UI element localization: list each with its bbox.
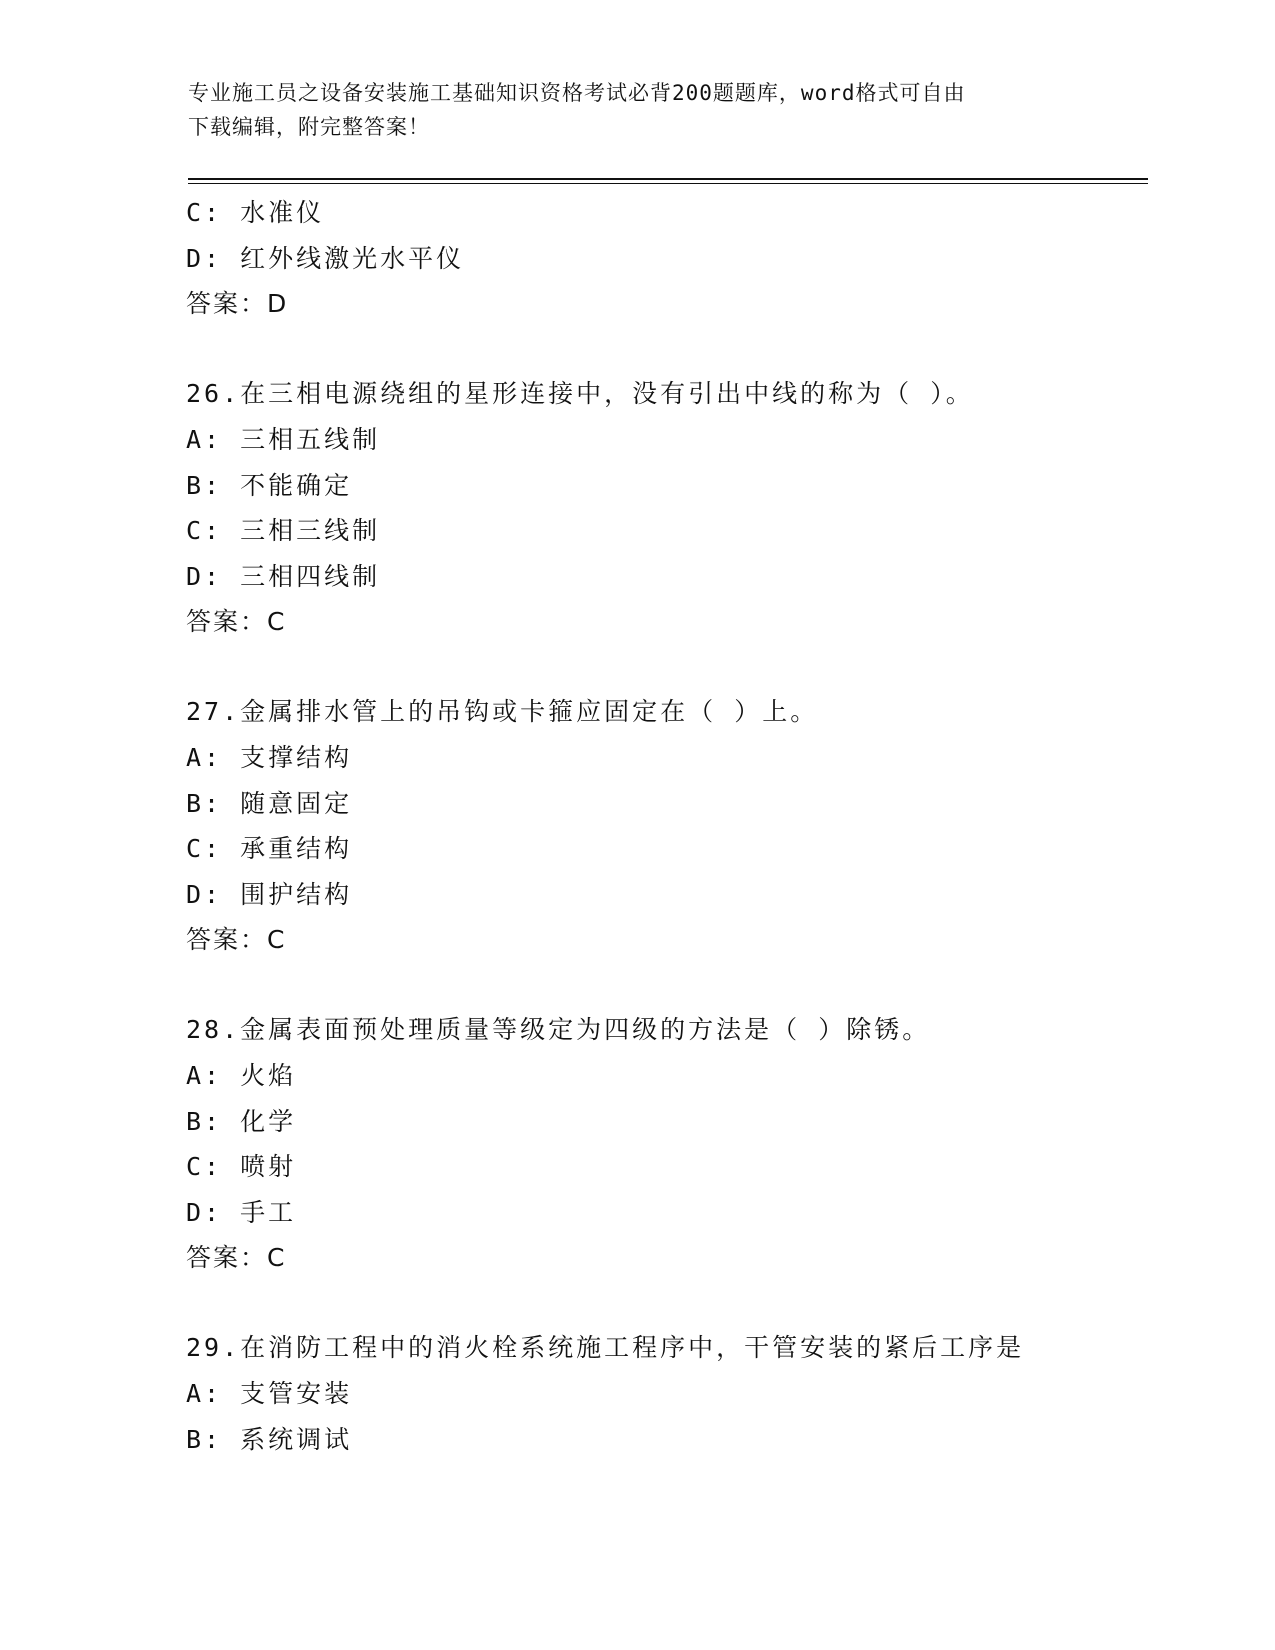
option-d: D: 手工 bbox=[186, 1197, 297, 1227]
option-d: D: 三相四线制 bbox=[186, 561, 381, 591]
option-d: D: 围护结构 bbox=[186, 879, 353, 909]
answer-line: 答案：C bbox=[186, 925, 287, 954]
question-block-29 bbox=[186, 1325, 1166, 1462]
header-line-1: 专业施工员之设备安装施工基础知识资格考试必背200题题库，word格式可自由 bbox=[188, 81, 966, 105]
option-a: A: 三相五线制 bbox=[186, 425, 381, 454]
spacer bbox=[186, 963, 1166, 1007]
question-stem: 29.在消防工程中的消火栓系统施工程序中，干管安装的紧后工序是 bbox=[186, 1333, 1025, 1362]
option-c: C: 水准仪 bbox=[186, 198, 325, 227]
header-divider-thin bbox=[188, 183, 1148, 184]
answer-line: 答案：C bbox=[186, 607, 287, 636]
option-d: D: 红外线激光水平仪 bbox=[186, 243, 465, 273]
header-divider bbox=[188, 178, 1148, 180]
question-block-26 bbox=[186, 371, 1166, 645]
option-a: A: 火焰 bbox=[186, 1061, 297, 1090]
option-c: C: 喷射 bbox=[186, 1152, 297, 1181]
option-b: B: 系统调试 bbox=[186, 1424, 353, 1454]
question-block-27 bbox=[186, 689, 1166, 963]
document-header bbox=[188, 76, 1088, 144]
document-body bbox=[186, 190, 1166, 1462]
question-stem: 26.在三相电源绕组的星形连接中，没有引出中线的称为（ ）。 bbox=[186, 379, 974, 408]
question-stem: 27.金属排水管上的吊钩或卡箍应固定在（ ）上。 bbox=[186, 697, 819, 726]
question-stem: 28.金属表面预处理质量等级定为四级的方法是（ ）除锈。 bbox=[186, 1015, 931, 1044]
option-c: C: 三相三线制 bbox=[186, 516, 381, 545]
header-line-2: 下载编辑，附完整答案！ bbox=[188, 115, 430, 139]
spacer bbox=[186, 645, 1166, 689]
spacer bbox=[186, 1281, 1166, 1325]
option-b: B: 不能确定 bbox=[186, 470, 353, 500]
answer-line: 答案：D bbox=[186, 289, 289, 318]
option-b: B: 随意固定 bbox=[186, 788, 353, 818]
option-c: C: 承重结构 bbox=[186, 834, 353, 863]
spacer bbox=[186, 327, 1166, 371]
previous-question-tail bbox=[186, 190, 1166, 327]
option-a: A: 支管安装 bbox=[186, 1379, 353, 1408]
answer-line: 答案：C bbox=[186, 1243, 287, 1272]
question-block-28 bbox=[186, 1007, 1166, 1281]
option-b: B: 化学 bbox=[186, 1106, 297, 1136]
option-a: A: 支撑结构 bbox=[186, 743, 353, 772]
